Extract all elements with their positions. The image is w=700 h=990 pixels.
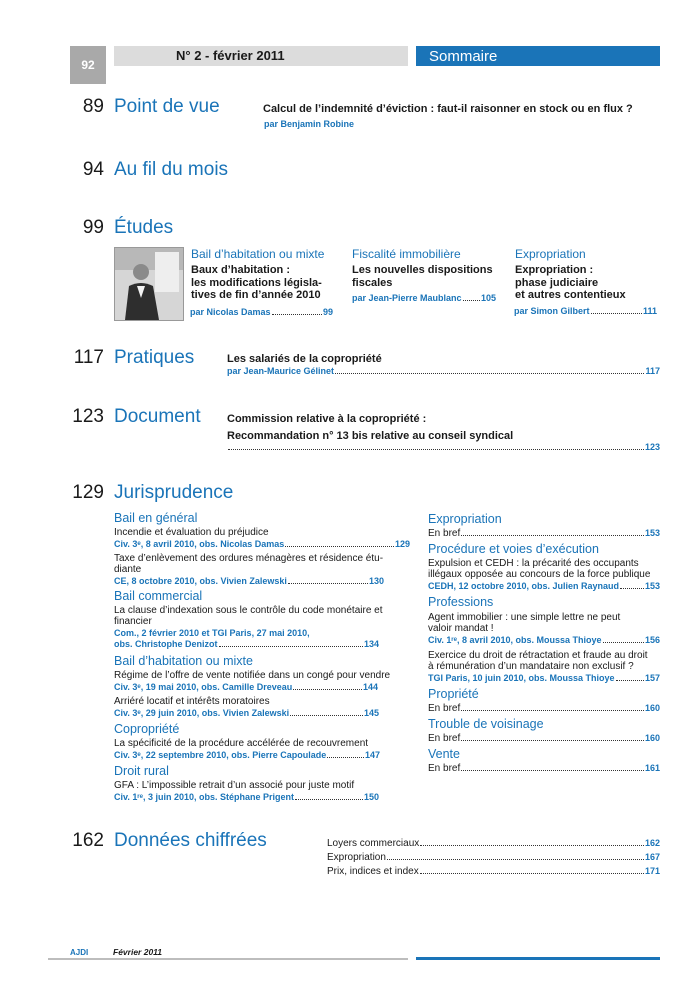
bail-general-heading[interactable]: Bail en général (114, 511, 198, 525)
etudes-col1-author-line: par Nicolas Damas 99 (190, 307, 333, 317)
professions-item1-ref-line: Civ. 1ʳᵉ, 8 avril 2010, obs. Moussa Thioye 156 (428, 635, 660, 645)
donnees-page: 162 (72, 830, 104, 851)
etudes-col3-author-line: par Simon Gilbert 111 (514, 306, 657, 316)
etudes-col1-rubric: Bail d’habitation ou mixte (191, 247, 325, 261)
point-de-vue-page: 89 (82, 96, 104, 117)
trouble-heading[interactable]: Trouble de voisinage (428, 717, 544, 731)
bail-commercial-line2[interactable]: financier (114, 616, 152, 627)
pratiques-page: 117 (73, 347, 104, 368)
footer-journal: AJDI (70, 948, 89, 957)
bail-commercial-heading[interactable]: Bail commercial (114, 589, 203, 603)
procedure-ref-line: CEDH, 12 octobre 2010, obs. Julien Raynaud 153 (428, 581, 660, 591)
etudes-title[interactable]: Études (114, 217, 174, 238)
etudes-col2-author-line: par Jean-Pierre Maublanc 105 (352, 293, 496, 303)
etudes-col2-article[interactable]: Les nouvelles dispositions fiscales (352, 264, 493, 289)
propriete-brief-line[interactable]: En bref 160 (428, 703, 660, 714)
professions-item1-line1[interactable]: Agent immobilier : une simple lettre ne peut (428, 612, 621, 623)
point-de-vue-article[interactable]: Calcul de l’indemnité d’éviction : faut-il raisonner en stock ou en flux ? (263, 103, 633, 115)
au-fil-page: 94 (82, 159, 104, 180)
pratiques-article[interactable]: Les salariés de la copropriété (227, 353, 382, 365)
bail-habitation-item2-title[interactable]: Arriéré locatif et intérêts moratoires (114, 696, 270, 707)
bail-commercial-ref2-line: obs. Christophe Denizot 134 (114, 639, 379, 649)
droit-rural-ref-line: Civ. 1ʳᵉ, 3 juin 2010, obs. Stéphane Prigent 150 (114, 792, 379, 802)
bail-habitation-item1-title[interactable]: Régime de l’offre de vente notifiée dans un congé pour vendre (114, 670, 391, 681)
bail-habitation-item1-ref-line: Civ. 3ᵉ, 19 mai 2010, obs. Camille Dreveau 144 (114, 682, 378, 692)
expropriation-heading[interactable]: Expropriation (428, 512, 502, 526)
jurisprudence-left-column (114, 511, 410, 803)
pratiques-author-line: par Jean-Maurice Gélinet 117 (227, 366, 660, 376)
donnees-item[interactable]: Prix, indices et index 171 (327, 866, 660, 877)
vente-brief-line[interactable]: En bref 161 (428, 763, 660, 774)
document-line1[interactable]: Commission relative à la copropriété : (227, 413, 427, 425)
professions-item2-ref-line: TGI Paris, 10 juin 2010, obs. Moussa Thioye 157 (428, 673, 660, 683)
author-photo-icon (115, 248, 183, 320)
jurisprudence-page: 129 (72, 482, 104, 503)
trouble-brief-line[interactable]: En bref 160 (428, 733, 660, 744)
droit-rural-heading[interactable]: Droit rural (114, 764, 169, 778)
etudes-page: 99 (82, 217, 104, 238)
bail-general-item2-line1[interactable]: Taxe d’enlèvement des ordures ménagères et résidence étu- (114, 553, 384, 564)
pratiques-title[interactable]: Pratiques (114, 347, 195, 368)
copropriete-heading[interactable]: Copropriété (114, 722, 180, 736)
bail-habitation-item2-ref-line: Civ. 3ᵉ, 29 juin 2010, obs. Vivien Zalewski 145 (114, 708, 379, 718)
expropriation-brief-line[interactable]: En bref 153 (428, 528, 660, 539)
author-photo (114, 247, 184, 321)
bail-habitation-heading[interactable]: Bail d’habitation ou mixte (114, 654, 253, 668)
document-page: 123 (72, 406, 104, 427)
procedure-line2[interactable]: illégaux opposée au concours de la force publique (428, 569, 651, 580)
bail-general-item1-ref-line: Civ. 3ᵉ, 8 avril 2010, obs. Nicolas Damas 129 (114, 539, 410, 549)
footer-accent-bar (416, 957, 660, 960)
etudes-col3-rubric: Expropriation (515, 247, 586, 261)
page-number: 92 (70, 46, 106, 84)
bail-general-item2-line2[interactable]: diante (114, 564, 142, 575)
document-title[interactable]: Document (114, 406, 201, 427)
donnees-list (327, 838, 660, 877)
vente-heading[interactable]: Vente (428, 747, 460, 761)
professions-item2-line1[interactable]: Exercice du droit de rétractation et fraude au droit (428, 650, 648, 661)
bail-commercial-line1[interactable]: La clause d’indexation sous le contrôle du code monétaire et (114, 605, 383, 616)
donnees-item[interactable]: Loyers commerciaux 162 (327, 838, 660, 849)
au-fil-title[interactable]: Au fil du mois (114, 159, 229, 180)
professions-item1-line2[interactable]: valoir mandat ! (428, 623, 494, 634)
donnees-title[interactable]: Données chiffrées (114, 830, 267, 851)
donnees-item[interactable]: Expropriation 167 (327, 852, 660, 863)
document-page-line: 123 (227, 442, 660, 453)
etudes-col1-article[interactable]: Baux d’habitation : les modifications législa- tives de fin d’année 2010 (191, 264, 322, 301)
droit-rural-title[interactable]: GFA : L’impossible retrait d’un associé pour juste motif (114, 780, 355, 791)
footer-date: Février 2011 (113, 947, 162, 957)
bail-general-item2-ref-line: CE, 8 octobre 2010, obs. Vivien Zalewski 130 (114, 576, 384, 586)
footer-divider (48, 958, 408, 960)
jurisprudence-right-column (428, 512, 660, 774)
etudes-col3-article[interactable]: Expropriation : phase judiciaire et autres contentieux (515, 264, 626, 301)
point-de-vue-title[interactable]: Point de vue (114, 96, 220, 117)
procedure-line1[interactable]: Expulsion et CEDH : la précarité des occupants (428, 558, 639, 569)
bail-commercial-ref1: Com., 2 février 2010 et TGI Paris, 27 mai 2010, (114, 628, 310, 638)
copropriete-title[interactable]: La spécificité de la procédure accélérée de recouvrement (114, 738, 369, 749)
etudes-col2-rubric: Fiscalité immobilière (352, 247, 461, 261)
point-de-vue-author: par Benjamin Robine (264, 119, 355, 129)
professions-item2-line2[interactable]: à rémunération d’un mandataire non exclusif ? (428, 661, 634, 672)
professions-heading[interactable]: Professions (428, 595, 494, 609)
bail-general-item1-title[interactable]: Incendie et évaluation du préjudice (114, 527, 269, 538)
jurisprudence-title[interactable]: Jurisprudence (114, 482, 234, 503)
propriete-heading[interactable]: Propriété (428, 687, 479, 701)
issue-label: N° 2 - février 2011 (114, 46, 408, 66)
copropriete-ref-line: Civ. 3ᵉ, 22 septembre 2010, obs. Pierre Capoulade 147 (114, 750, 380, 760)
section-title: Sommaire (416, 46, 660, 66)
procedure-heading[interactable]: Procédure et voies d’exécution (428, 542, 599, 556)
document-line2[interactable]: Recommandation n° 13 bis relative au conseil syndical (227, 430, 514, 442)
